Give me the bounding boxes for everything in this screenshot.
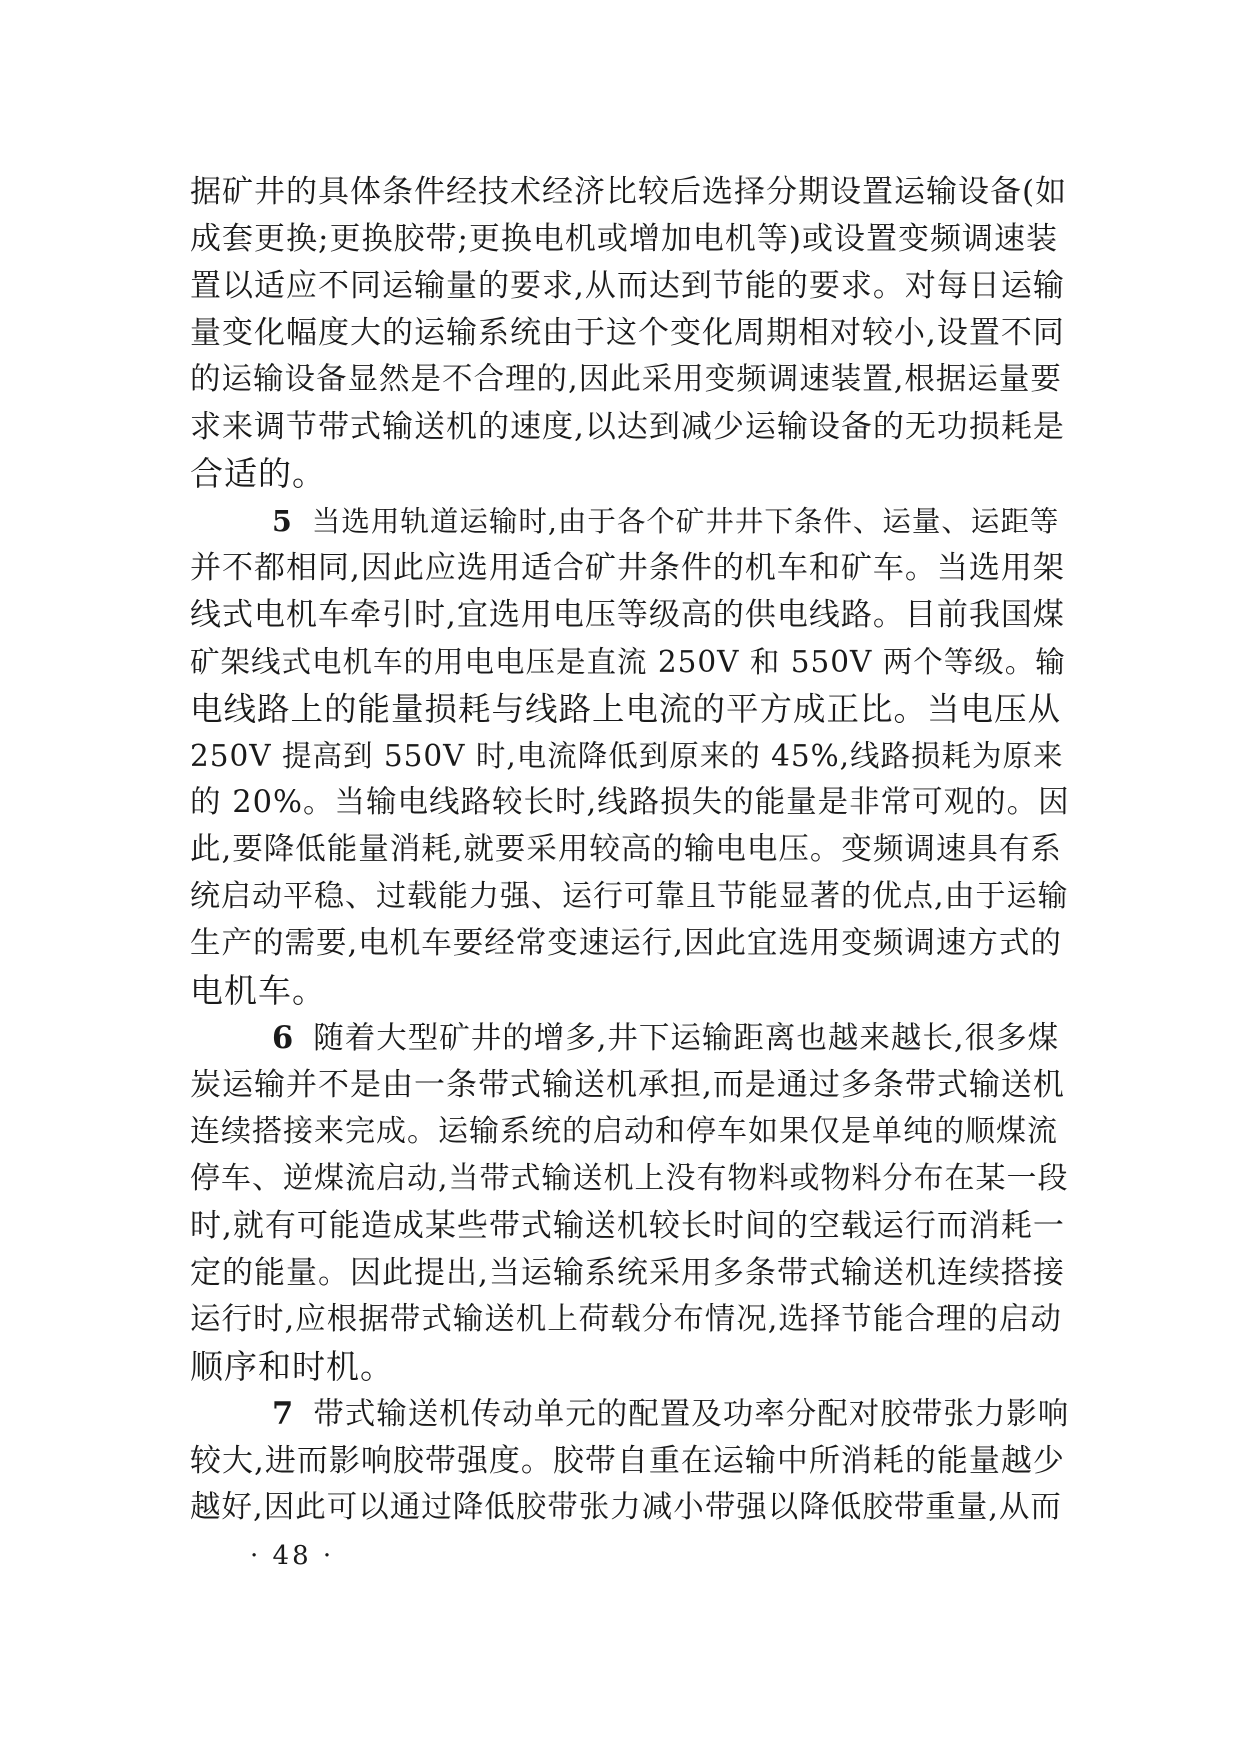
text-line: 据矿井的具体条件经技术经济比较后选择分期设置运输设备(如 [190, 174, 1068, 210]
text-line: 当选用轨道运输时,由于各个矿井井下条件、运量、运距等 [311, 505, 1060, 538]
text-line: 并不都相同,因此应选用适合矿井条件的机车和矿车。当选用架 [190, 550, 1065, 586]
text-line: 合适的。 [190, 454, 326, 493]
text-line: 矿架线式电机车的用电电压是直流 250V 和 550V 两个等级。输 [190, 645, 1066, 679]
text-line: 的运输设备显然是不合理的,因此采用变频调速装置,根据运量要 [190, 362, 1062, 397]
clause-7-first-line [272, 1394, 1069, 1435]
text-line: 的 20%。当输电线路较长时,线路损失的能量是非常可观的。因 [190, 785, 1070, 820]
text-line: 电线路上的能量损耗与线路上电流的平方成正比。当电压从 [190, 690, 1062, 728]
text-line: 定的能量。因此提出,当运输系统采用多条带式输送机连续搭接 [190, 1255, 1065, 1291]
text-line: 运行时,应根据带式输送机上荷载分布情况,选择节能合理的启动 [190, 1302, 1062, 1337]
text-line: 量变化幅度大的运输系统由于这个变化周期相对较小,设置不同 [190, 315, 1065, 351]
clause-number-5: 5 [272, 504, 292, 538]
text-line: 连续搭接来完成。运输系统的启动和停车如果仅是单纯的顺煤流 [190, 1114, 1058, 1149]
clause-number-7: 7 [272, 1396, 294, 1432]
text-line: 生产的需要,电机车要经常变速运行,因此宜选用变频调速方式的 [190, 926, 1062, 961]
text-line: 随着大型矿井的增多,井下运输距离也越来越长,很多煤 [313, 1021, 1060, 1056]
clause-number-6: 6 [272, 1020, 294, 1056]
text-line: 停车、逆煤流启动,当带式输送机上没有物料或物料分布在某一段 [190, 1161, 1069, 1196]
text-line: 置以适应不同运输量的要求,从而达到节能的要求。对每日运输 [190, 268, 1065, 304]
text-line: 炭运输并不是由一条带式输送机承担,而是通过多条带式输送机 [190, 1067, 1065, 1103]
text-line: 成套更换;更换胶带;更换电机或增加电机等)或设置变频调速装 [190, 221, 1058, 257]
text-line: 电机车。 [190, 971, 326, 1010]
clause-6-first-line [272, 1018, 1059, 1059]
text-line: 带式输送机传动单元的配置及功率分配对胶带张力影响 [313, 1397, 1070, 1432]
text-line: 统启动平稳、过载能力强、运行可靠且节能显著的优点,由于运输 [190, 879, 1069, 914]
text-line: 此,要降低能量消耗,就要采用较高的输电电压。变频调速具有系 [190, 832, 1062, 867]
page-number: · 48 · [250, 1541, 335, 1571]
text-line: 求来调节带式输送机的速度,以达到减少运输设备的无功损耗是 [190, 409, 1065, 445]
text-line: 250V 提高到 550V 时,电流降低到原来的 45%,线路损耗为原来 [190, 739, 1064, 773]
text-line: 时,就有可能造成某些带式输送机较长时间的空载运行而消耗一 [190, 1208, 1065, 1244]
text-line: 越好,因此可以通过降低胶带张力减小带强以降低胶带重量,从而 [190, 1490, 1062, 1525]
clause-5-first-line [272, 501, 1059, 542]
text-line: 顺序和时机。 [190, 1347, 394, 1386]
text-line: 线式电机车牵引时,宜选用电压等级高的供电线路。目前我国煤 [190, 597, 1065, 633]
text-line: 较大,进而影响胶带强度。胶带自重在运输中所消耗的能量越少 [190, 1443, 1065, 1479]
